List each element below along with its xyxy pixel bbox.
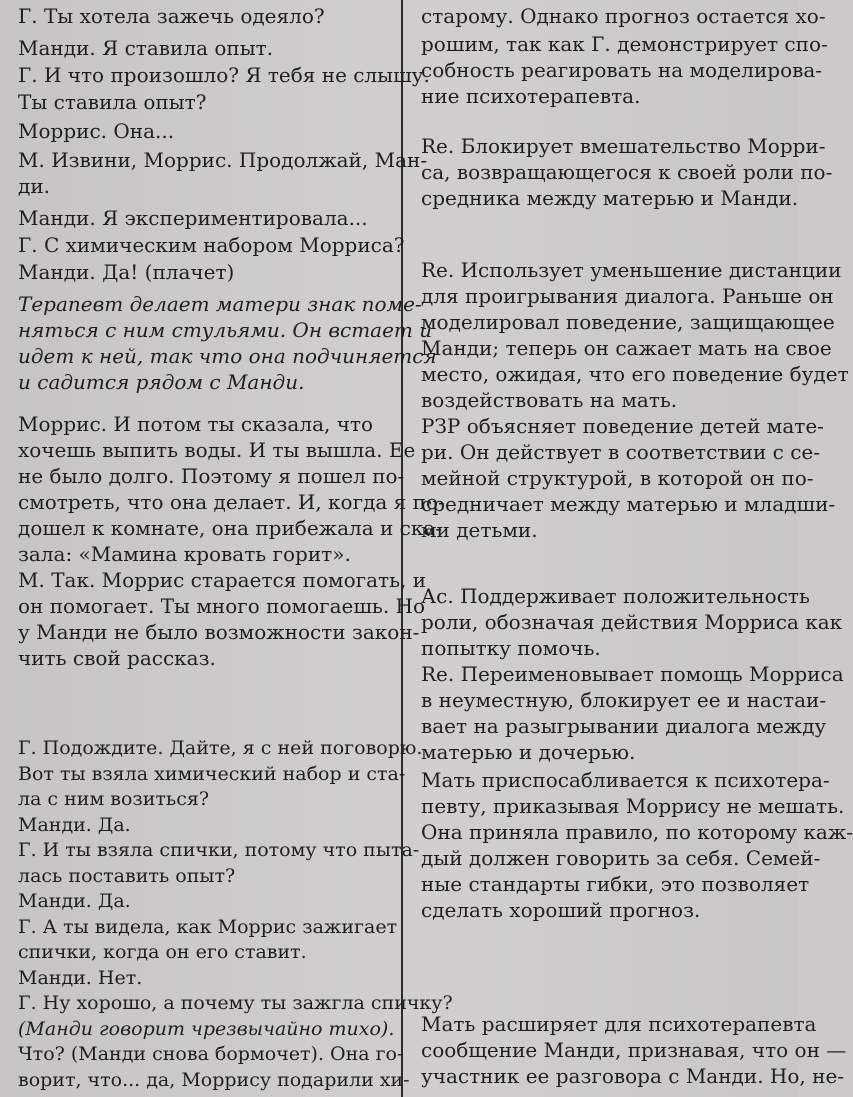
right-line-22: Re. Переименовывает помощь Морриса: [421, 662, 844, 686]
left-line-2: Манди. Я ставила опыт.: [18, 36, 274, 60]
right-line-23: в неуместную, блокирует ее и настаи-: [421, 688, 827, 712]
left-line-15: Моррис. И потом ты сказала, что: [18, 412, 374, 436]
left-line-6: М. Извини, Моррис. Продолжай, Ман-: [18, 148, 428, 172]
right-line-11: Манди; теперь он сажает мать на свое: [421, 336, 832, 360]
left-line-23: у Манди не было возможности закон-: [18, 620, 420, 644]
left-line-27: ла с ним возиться?: [18, 788, 210, 810]
right-line-12: место, ожидая, что его поведение будет: [421, 362, 849, 386]
right-line-9: для проигрывания диалога. Раньше он: [421, 284, 834, 308]
left-line-31: Манди. Да.: [18, 890, 131, 912]
right-line-20: роли, обозначая действия Морриса как: [421, 610, 843, 634]
right-line-2: рошим, так как Г. демонстрирует спо-: [421, 32, 828, 56]
left-line-11: Терапевт делает матери знак поме-: [18, 292, 422, 316]
left-line-9: Г. С химическим набором Морриса?: [18, 233, 405, 257]
left-line-22: он помогает. Ты много помогаешь. Но: [18, 594, 426, 618]
left-line-4: Ты ставила опыт?: [18, 90, 207, 114]
left-line-12: няться с ним стульями. Он встает и: [18, 318, 433, 342]
right-line-21: попытку помочь.: [421, 636, 601, 660]
left-line-13: идет к ней, так что она подчиняется: [18, 344, 437, 368]
left-line-38: ворит, что... да, Моррису подарили хи-: [18, 1069, 410, 1091]
right-line-5: Re. Блокирует вмешательство Морри-: [421, 134, 826, 158]
left-line-20: зала: «Мамина кровать горит».: [18, 542, 351, 566]
right-line-13: воздействовать на мать.: [421, 388, 678, 412]
right-line-14: PЗР объясняет поведение детей мате-: [421, 414, 824, 438]
right-line-19: Ас. Поддерживает положительность: [421, 584, 810, 608]
left-line-36: (Манди говорит чрезвычайно тихо).: [18, 1018, 395, 1040]
right-line-33: сообщение Манди, признавая, что он —: [421, 1038, 847, 1062]
left-line-7: ди.: [18, 174, 51, 198]
left-line-34: Манди. Нет.: [18, 967, 143, 989]
left-line-33: спички, когда он его ставит.: [18, 941, 307, 963]
left-line-16: хочешь выпить воды. И ты вышла. Ее: [18, 438, 416, 462]
left-line-26: Вот ты взяла химический набор и ста-: [18, 763, 406, 785]
left-line-8: Манди. Я экспериментировала...: [18, 206, 368, 230]
right-line-8: Re. Использует уменьшение дистанции: [421, 258, 842, 282]
right-line-27: певту, приказывая Моррису не мешать.: [421, 794, 845, 818]
left-line-25: Г. Подождите. Дайте, я с ней поговорю.: [18, 737, 423, 759]
left-line-5: Моррис. Она...: [18, 119, 175, 143]
right-line-18: ми детьми.: [421, 518, 538, 542]
left-line-17: не было долго. Поэтому я пошел по-: [18, 464, 405, 488]
left-line-19: дошел к комнате, она прибежала и ска-: [18, 516, 443, 540]
right-line-1: старому. Однако прогноз остается хо-: [421, 4, 826, 28]
right-line-16: мейной структурой, в которой он по-: [421, 466, 814, 490]
right-line-4: ние психотерапевта.: [421, 84, 641, 108]
left-line-32: Г. А ты видела, как Моррис зажигает: [18, 916, 398, 938]
left-line-10: Манди. Да! (плачет): [18, 260, 235, 284]
right-line-26: Мать приспосабливается к психотера-: [421, 768, 830, 792]
right-line-29: дый должен говорить за себя. Семей-: [421, 846, 821, 870]
left-line-21: М. Так. Моррис старается помогать, и: [18, 568, 427, 592]
left-line-29: Г. И ты взяла спички, потому что пыта-: [18, 839, 420, 861]
right-line-31: сделать хороший прогноз.: [421, 898, 701, 922]
left-line-30: лась поставить опыт?: [18, 865, 236, 887]
right-line-6: са, возвращающегося к своей роли по-: [421, 160, 833, 184]
right-line-7: средника между матерью и Манди.: [421, 186, 799, 210]
left-line-24: чить свой рассказ.: [18, 646, 216, 670]
left-line-35: Г. Ну хорошо, а почему ты зажгла спичку?: [18, 992, 453, 1014]
left-line-28: Манди. Да.: [18, 814, 131, 836]
right-line-10: моделировал поведение, защищающее: [421, 310, 835, 334]
right-line-24: вает на разыгрывании диалога между: [421, 714, 827, 738]
right-line-25: матерью и дочерью.: [421, 740, 636, 764]
left-line-3: Г. И что произошло? Я тебя не слышу.: [18, 63, 430, 87]
right-line-3: собность реагировать на моделирова-: [421, 58, 823, 82]
right-line-32: Мать расширяет для психотерапевта: [421, 1012, 817, 1036]
right-line-30: ные стандарты гибки, это позволяет: [421, 872, 810, 896]
left-line-37: Что? (Манди снова бормочет). Она го-: [18, 1043, 404, 1065]
right-line-28: Она приняла правило, по которому каж-: [421, 820, 853, 844]
left-line-14: и садится рядом с Манди.: [18, 370, 305, 394]
right-line-34: участник ее разговора с Манди. Но, не-: [421, 1064, 845, 1088]
left-line-18: смотреть, что она делает. И, когда я по-: [18, 490, 445, 514]
left-line-1: Г. Ты хотела зажечь одеяло?: [18, 4, 325, 28]
right-line-17: средничает между матерью и младши-: [421, 492, 836, 516]
right-line-15: ри. Он действует в соответствии с се-: [421, 440, 820, 464]
